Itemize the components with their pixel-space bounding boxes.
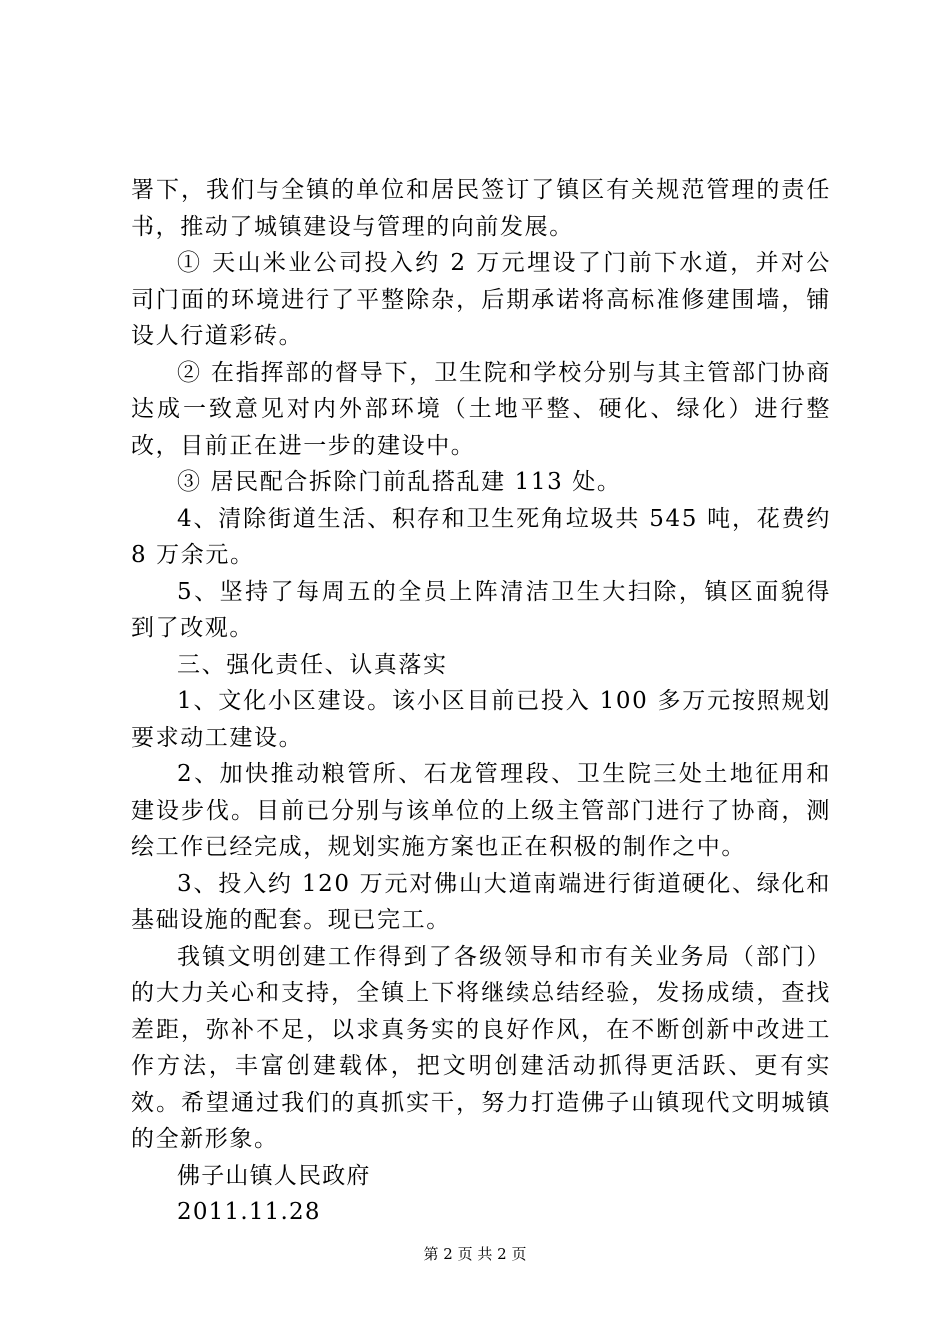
paragraph-item-3: ③ 居民配合拆除门前乱搭乱建 113 处。 (177, 469, 622, 495)
signature-organization: 佛子山镇人民政府 (177, 1162, 371, 1189)
signature-date: 2011.11.28 (177, 1199, 321, 1225)
paragraph-item-1: ① 天山米业公司投入约 2 万元埋设了门前下水道，并对公司门面的环境进行了平整除杂，后期承诺将高标准修建围墙，铺设人行道彩砖。 (131, 250, 831, 349)
paragraph-section3-point-2: 2、加快推动粮管所、石龙管理段、卫生院三处土地征用和建设步伐。目前已分别与该单位的上级主管部门进行了协商，测绘工作已经完成，规划实施方案也正在积极的制作之中。 (131, 761, 831, 860)
paragraph-item-2: ② 在指挥部的督导下，卫生院和学校分别与其主管部门协商达成一致意见对内外部环境（土地平整、硬化、绿化）进行整改，目前正在进一步的建设中。 (131, 359, 831, 459)
section-heading: 三、强化责任、认真落实 (177, 651, 448, 678)
paragraph-section3-point-1: 1、文化小区建设。该小区目前已投入 100 多万元按照规划要求动工建设。 (131, 688, 831, 751)
document-body (131, 172, 831, 1231)
paragraph-point-4: 4、清除街道生活、积存和卫生死角垃圾共 545 吨，花费约 8 万余元。 (131, 505, 831, 568)
paragraph-conclusion: 我镇文明创建工作得到了各级领导和市有关业务局（部门）的大力关心和支持，全镇上下将继续总结经验，发扬成绩，查找差距，弥补不足，以求真务实的良好作风，在不断创新中改进工作方法，丰富创建载体，把文明创建活动抓得更活跃、更有实效。希望通过我们的真抓实干，努力打造佛子山镇现代文明城镇的全新形象。 (131, 943, 831, 1152)
paragraph-section3-point-3: 3、投入约 120 万元对佛山大道南端进行街道硬化、绿化和基础设施的配套。现已完工。 (131, 870, 831, 933)
paragraph-point-5: 5、坚持了每周五的全员上阵清洁卫生大扫除，镇区面貌得到了改观。 (131, 578, 831, 641)
paragraph-continuation: 署下，我们与全镇的单位和居民签订了镇区有关规范管理的责任书，推动了城镇建设与管理的向前发展。 (131, 177, 831, 240)
page-number-footer: 第 2 页 共 2 页 (423, 1245, 527, 1263)
